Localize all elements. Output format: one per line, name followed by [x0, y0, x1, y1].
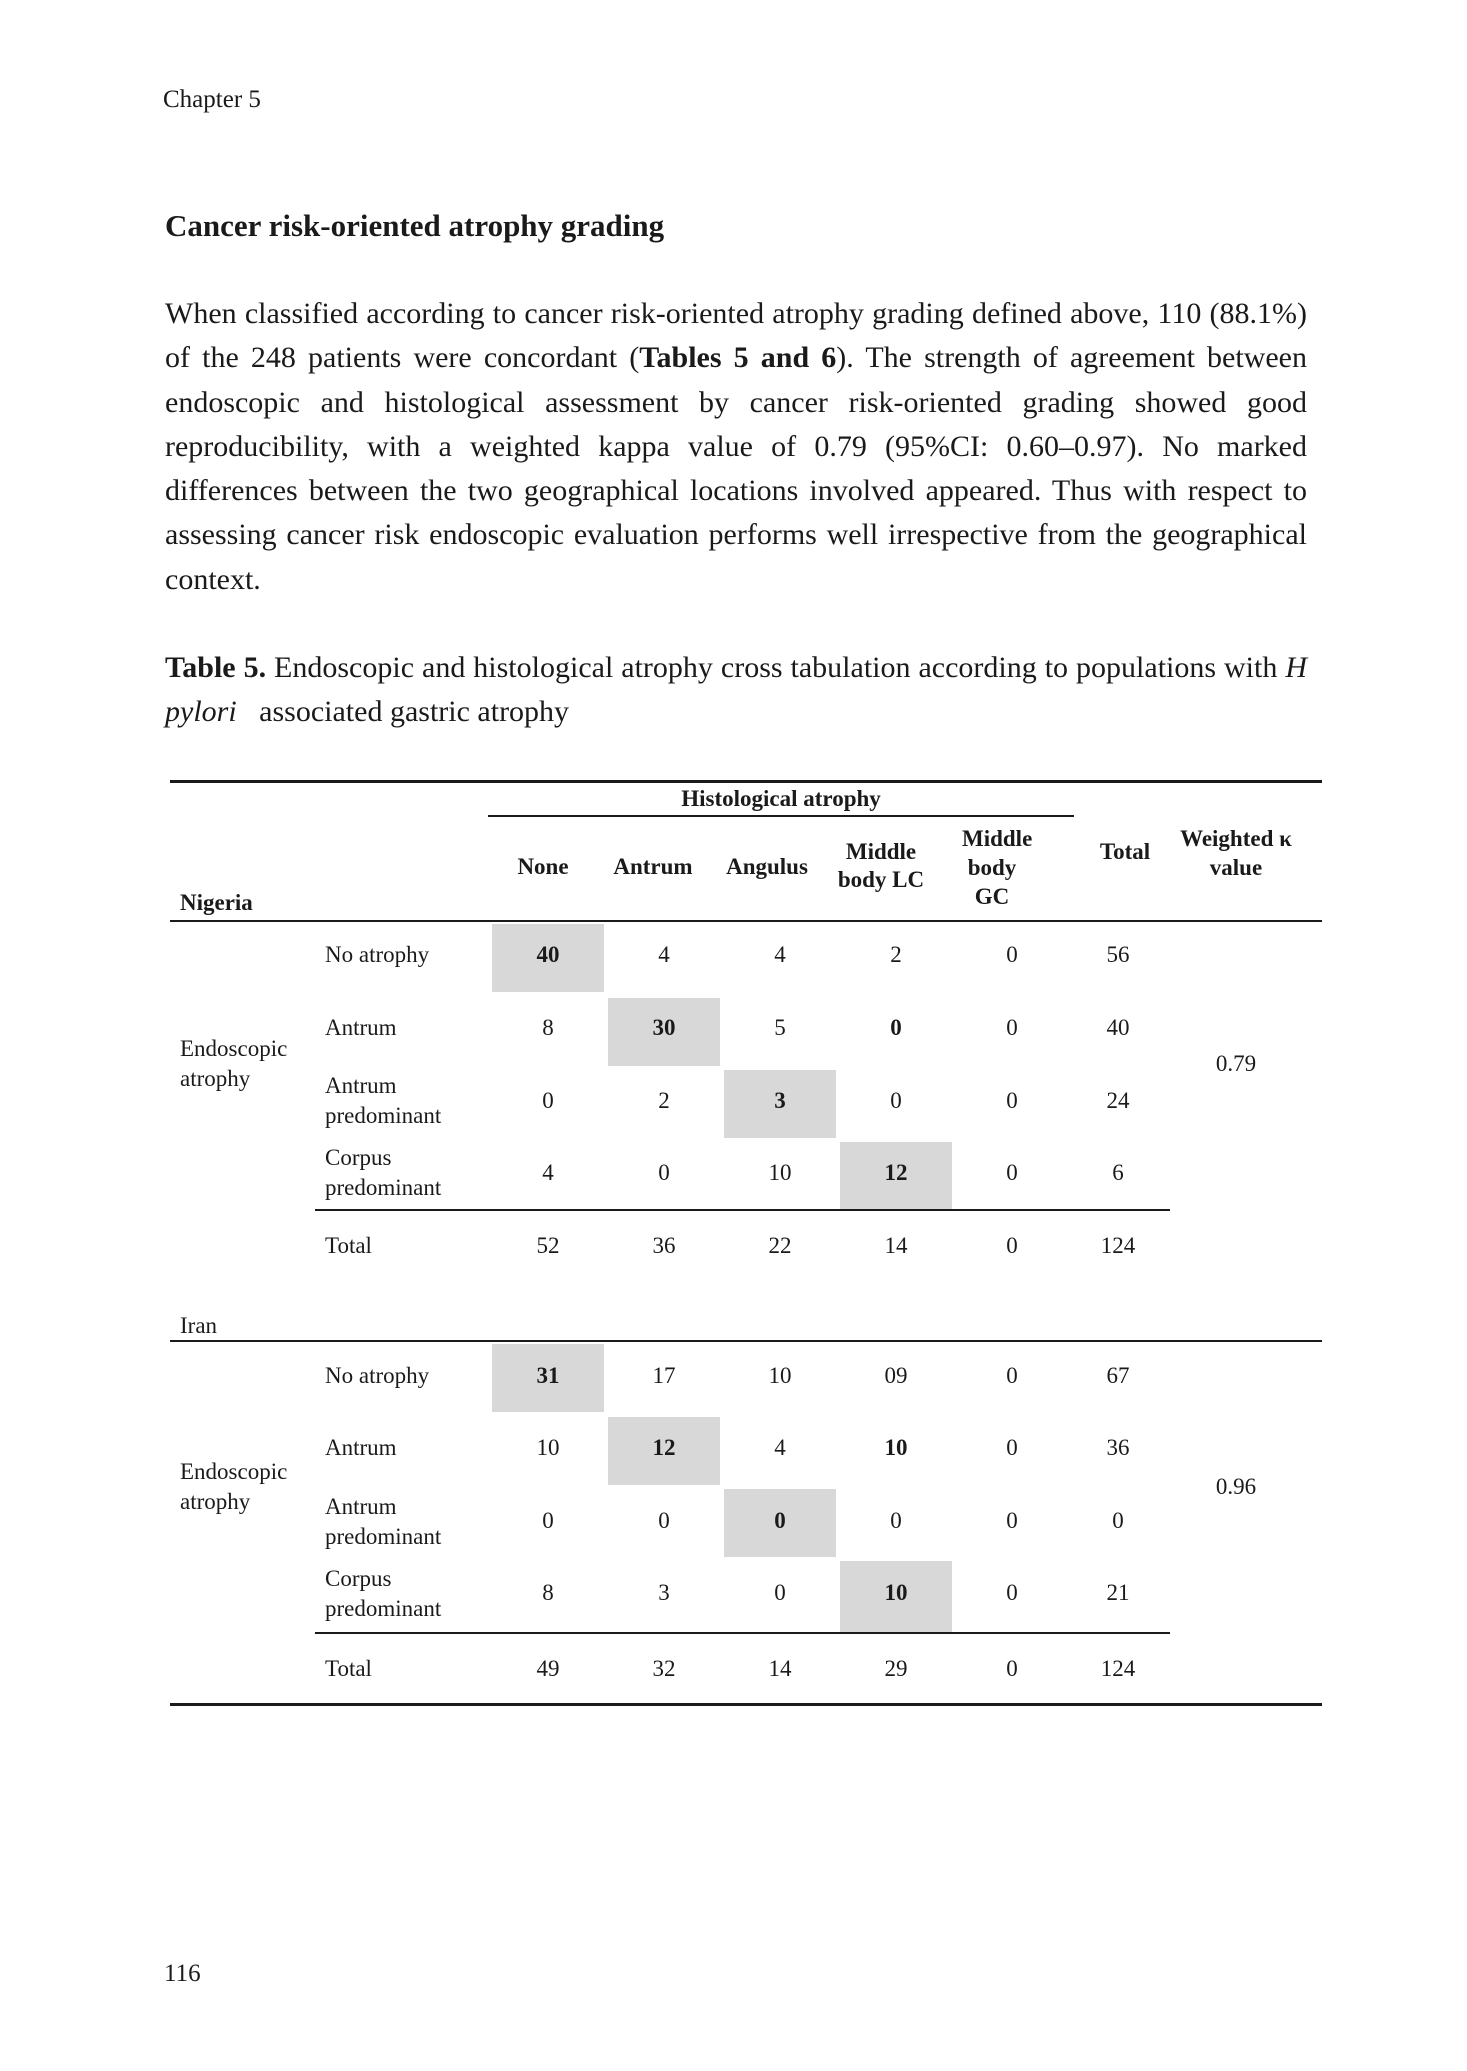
total-cell: 0: [1006, 1656, 1018, 1681]
table-cell: 10: [768, 1363, 792, 1388]
kappa-nigeria: 0.79: [1215, 1051, 1257, 1076]
table-cell: 40: [536, 942, 560, 967]
table-cell: 0: [774, 1580, 786, 1605]
table-cell: 36: [1106, 1435, 1130, 1460]
total-cell: 14: [884, 1233, 908, 1258]
row-label-no-atrophy: No atrophy: [325, 1363, 430, 1388]
table-caption: [165, 646, 1307, 734]
table-cell: 10: [536, 1435, 560, 1460]
total-cell: 49: [536, 1656, 560, 1681]
row-group-label: Endoscopic atrophy: [180, 1036, 288, 1091]
row-label-antrum-predominant: Antrum predominant: [325, 1494, 442, 1549]
table-cell: 0: [774, 1508, 786, 1533]
top-rule: [170, 780, 1322, 783]
table-cell: 31: [536, 1363, 560, 1388]
table-cell: 40: [1106, 1015, 1130, 1040]
paragraph-text: When classified according to cancer risk-oriented atrophy grading defined above, 110 (88.1%) of the 248 patients were concordant (: [165, 297, 1307, 375]
table-cell: 24: [1106, 1088, 1130, 1113]
table-cell: 30: [652, 1015, 676, 1040]
row-label-corpus-predominant: Corpus predominant: [325, 1145, 442, 1200]
table-cell: 4: [658, 942, 670, 967]
caption-text: associated gastric atrophy: [236, 695, 570, 728]
table-cell: 4: [542, 1160, 554, 1185]
table-cell: 17: [652, 1363, 676, 1388]
table-cell: 09: [884, 1363, 908, 1388]
table-cell: 0: [542, 1508, 554, 1533]
row-group-label: Endoscopic atrophy: [180, 1459, 288, 1514]
table-cell: 12: [652, 1435, 676, 1460]
col-middle-body-lc: Middle body LC: [837, 839, 925, 892]
table-cell: 0: [890, 1088, 902, 1113]
table-cell: 0: [1006, 942, 1018, 967]
total-cell: 52: [536, 1233, 560, 1258]
total-cell: 14: [768, 1656, 792, 1681]
species-name: H pylori: [165, 651, 1307, 728]
table-cell: 8: [542, 1015, 554, 1040]
row-label-antrum: Antrum: [325, 1435, 397, 1460]
col-middle-body-gc: Middle body GC: [962, 826, 1033, 909]
total-cell: 124: [1100, 1233, 1136, 1258]
table-cell: 4: [774, 942, 786, 967]
row-label-total: Total: [325, 1656, 372, 1681]
table-cell: 3: [774, 1088, 786, 1113]
table-cell: 21: [1106, 1580, 1130, 1605]
col-none: None: [517, 854, 569, 879]
table-cell: 10: [884, 1435, 908, 1460]
table-cell: 5: [774, 1015, 786, 1040]
table-cell: 8: [542, 1580, 554, 1605]
col-angulus: Angulus: [726, 854, 808, 879]
total-cell: 32: [652, 1656, 676, 1681]
table-cell: 3: [658, 1580, 670, 1605]
col-antrum: Antrum: [613, 854, 693, 879]
body-paragraph: [165, 292, 1307, 602]
caption-text: Endoscopic and histological atrophy cross tabulation according to populations with: [266, 651, 1286, 684]
table-cell: 2: [658, 1088, 670, 1113]
table-cell: 0: [1006, 1088, 1018, 1113]
table-label: Table 5.: [165, 651, 267, 684]
page-number: 116: [164, 1960, 201, 1987]
table-cell: 0: [658, 1508, 670, 1533]
col-total: Total: [1099, 839, 1151, 864]
table-cell: 10: [768, 1160, 792, 1185]
table-cell: 4: [774, 1435, 786, 1460]
table-reference: Tables 5 and 6: [639, 341, 837, 375]
iran-rule: [170, 1340, 1322, 1342]
bottom-rule: [170, 1703, 1322, 1706]
table-cell: 67: [1106, 1363, 1130, 1388]
spanner-rule: [488, 815, 1074, 817]
total-cell: 0: [1006, 1233, 1018, 1258]
iran-total-rule: [315, 1632, 1170, 1634]
spanner-histological-atrophy: Histological atrophy: [681, 786, 881, 811]
table-cell: 0: [1006, 1508, 1018, 1533]
group-label-nigeria: Nigeria: [180, 890, 253, 915]
table-cell: 2: [890, 942, 902, 967]
section-title: Cancer risk-oriented atrophy grading: [165, 208, 665, 243]
col-weighted-kappa: Weighted κ value: [1180, 826, 1292, 880]
paragraph-text: ). The strength of agreement between endoscopic and histological assessment by cancer risk-oriented grading showed good reproducibility, with a weighted kappa value of 0.79 (95%CI: 0.60–0.97). No marked differences between the two geographical locations involved appeared. Thus with respect to assessing cancer risk endoscopic evaluation performs well irrespective from the geographical context.: [165, 341, 1307, 596]
table-cell: 0: [542, 1088, 554, 1113]
table-cell: 10: [884, 1580, 908, 1605]
table-cell: 0: [1006, 1160, 1018, 1185]
total-cell: 36: [652, 1233, 676, 1258]
row-label-no-atrophy: No atrophy: [325, 942, 430, 967]
table-cell: 0: [1006, 1363, 1018, 1388]
row-label-antrum-predominant: Antrum predominant: [325, 1073, 442, 1128]
total-cell: 29: [884, 1656, 908, 1681]
table-cell: 0: [890, 1508, 902, 1533]
table-cell: 0: [1006, 1580, 1018, 1605]
table-cell: 0: [1006, 1435, 1018, 1460]
table-cell: 0: [1006, 1015, 1018, 1040]
row-label-antrum: Antrum: [325, 1015, 397, 1040]
table-cell: 56: [1106, 942, 1130, 967]
table-cell: 0: [658, 1160, 670, 1185]
total-cell: 124: [1100, 1656, 1136, 1681]
table-cell: 0: [890, 1015, 902, 1040]
table-cell: 6: [1112, 1160, 1124, 1185]
running-head: Chapter 5: [163, 86, 261, 113]
cross-tab-table: [170, 780, 1322, 1710]
nigeria-total-rule: [315, 1209, 1170, 1211]
row-label-corpus-predominant: Corpus predominant: [325, 1566, 442, 1621]
total-cell: 22: [768, 1233, 792, 1258]
table-cell: 0: [1112, 1508, 1124, 1533]
row-label-total: Total: [325, 1233, 372, 1258]
group-label-iran: Iran: [180, 1313, 218, 1338]
kappa-iran: 0.96: [1215, 1474, 1257, 1499]
table-cell: 12: [884, 1160, 908, 1185]
header-rule: [170, 920, 1322, 922]
